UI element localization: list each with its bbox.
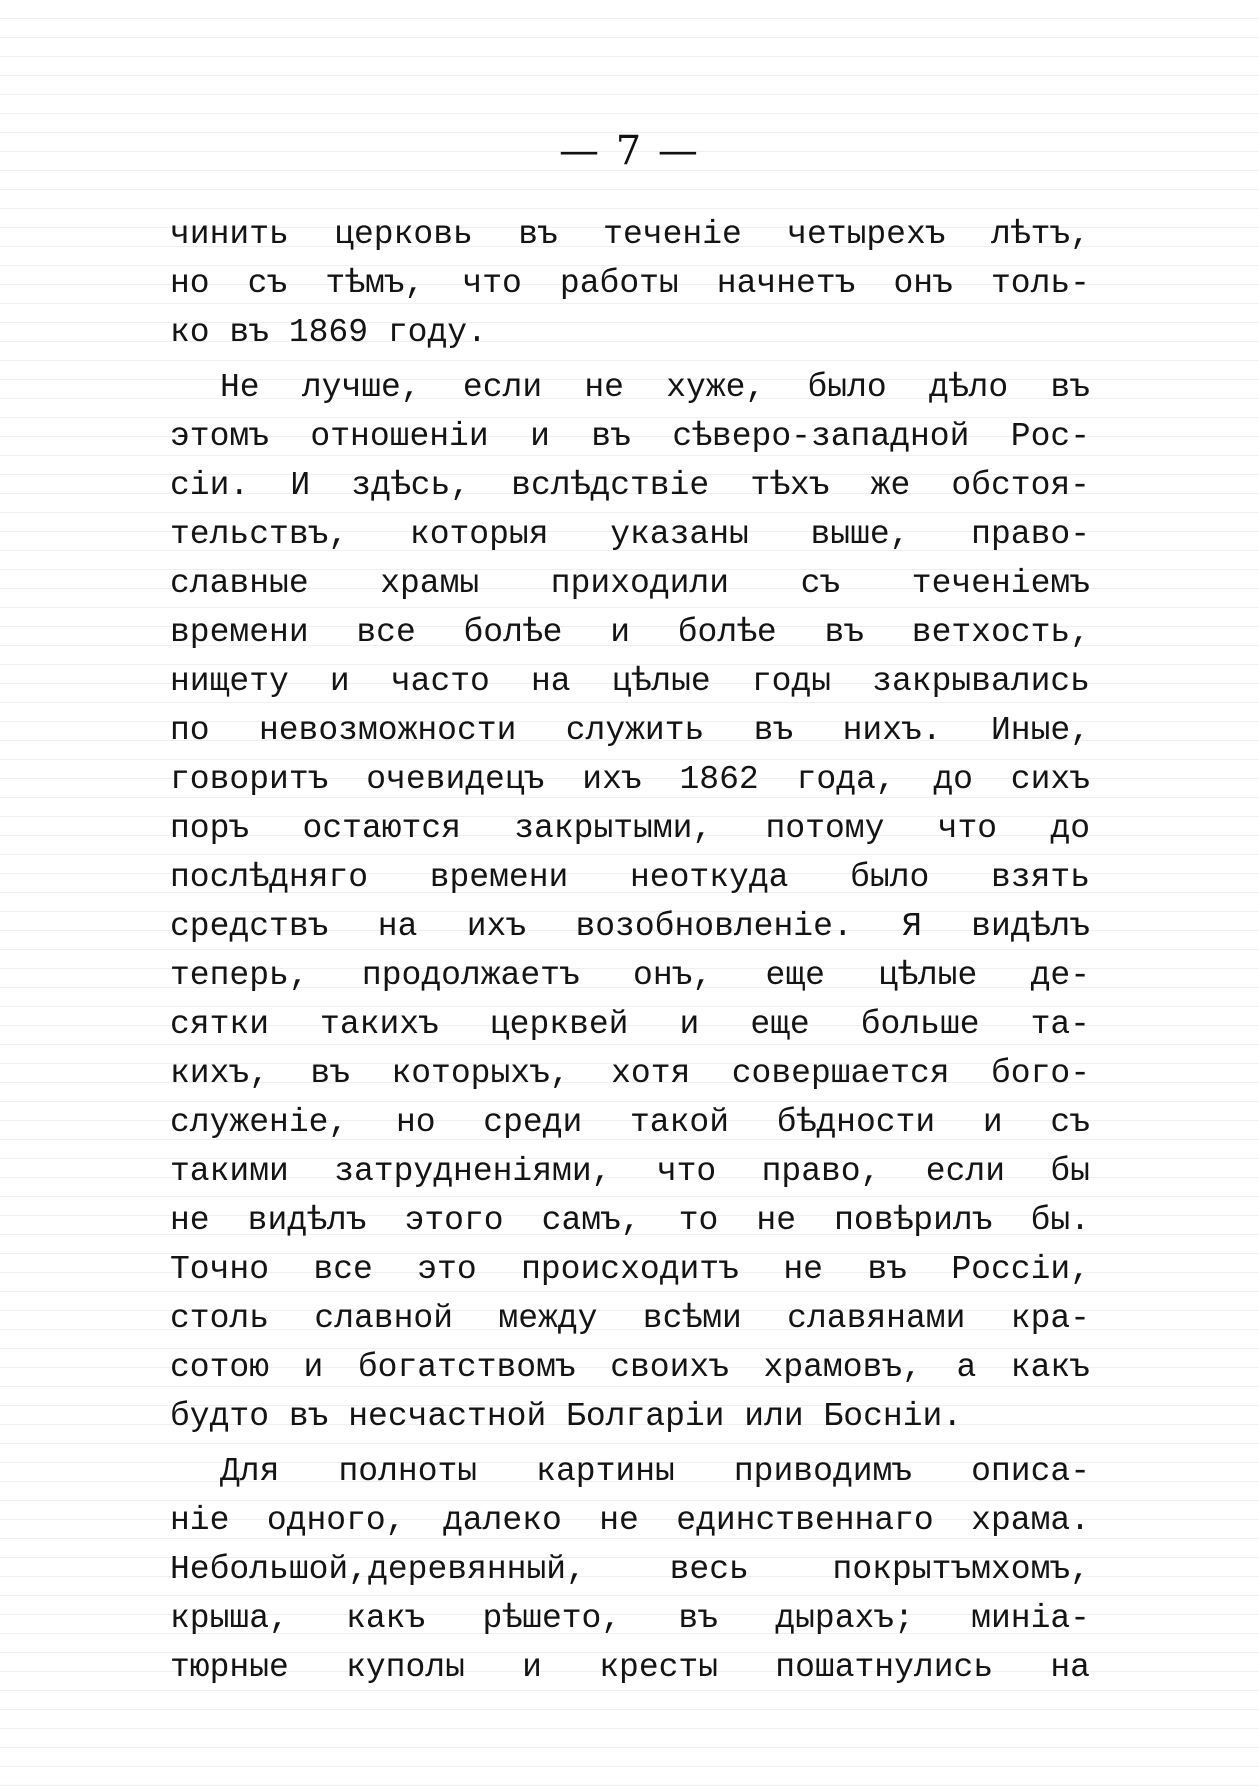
text-line: Не лучше, если не хуже, было дѣло въ (220, 369, 1090, 406)
text-line: по невозможности служить въ нихъ. Иные, (170, 712, 1090, 749)
text-line: но съ тѣмъ, что работы начнетъ онъ толь- (170, 265, 1090, 302)
text-line: средствъ на ихъ возобновленіе. Я видѣлъ (170, 908, 1090, 945)
text-line: тельствъ, которыя указаны выше, право- (170, 516, 1090, 553)
text-line: славные храмы приходили съ теченіемъ (170, 565, 1090, 602)
text-line: поръ остаются закрытыми, потому что до (170, 810, 1090, 847)
text-line: кихъ, въ которыхъ, хотя совершается бого- (170, 1055, 1090, 1092)
text-line: не видѣлъ этого самъ, то не повѣрилъ бы. (170, 1202, 1090, 1239)
text-line: Точно все это происходитъ не въ Россіи, (170, 1251, 1090, 1288)
text-line: сятки такихъ церквей и еще больше та- (170, 1006, 1090, 1043)
text-line: будто въ несчастной Болгаріи или Босніи. (170, 1398, 963, 1435)
text-line: говоритъ очевидецъ ихъ 1862 года, до сихъ (170, 761, 1090, 798)
text-line: столь славной между всѣми славянами кра- (170, 1300, 1090, 1337)
text-line: крыша, какъ рѣшето, въ дырахъ; миніа- (170, 1600, 1090, 1637)
text-line: такими затрудненіями, что право, если бы (170, 1153, 1090, 1190)
text-line: времени все болѣе и болѣе въ ветхость, (170, 614, 1090, 651)
text-line: послѣдняго времени неоткуда было взять (170, 859, 1090, 896)
body-text (170, 210, 1090, 1692)
text-line: нищету и часто на цѣлые годы закрывались (170, 663, 1090, 700)
text-line: сотою и богатствомъ своихъ храмовъ, а какъ (170, 1349, 1090, 1386)
text-line: этомъ отношеніи и въ сѣверо-западной Рос- (170, 418, 1090, 455)
page-number: — 7 — (559, 128, 700, 174)
text-line: тюрные куполы и кресты пошатнулись на (170, 1649, 1090, 1686)
text-line: теперь, продолжаетъ онъ, еще цѣлые де- (170, 957, 1090, 994)
text-line: ніе одного, далеко не единственнаго храма. (170, 1502, 1090, 1539)
text-line: служеніе, но среди такой бѣдности и съ (170, 1104, 1090, 1141)
text-line: сіи. И здѣсь, вслѣдствіе тѣхъ же обстоя- (170, 467, 1090, 504)
text-line: ко въ 1869 году. (170, 314, 487, 351)
text-line: чинить церковь въ теченіе четырехъ лѣтъ, (170, 216, 1090, 253)
text-line: Для полноты картины приводимъ описа- (220, 1453, 1090, 1490)
text-line: Небольшой,деревянный, весь покрытъмхомъ, (170, 1551, 1090, 1588)
